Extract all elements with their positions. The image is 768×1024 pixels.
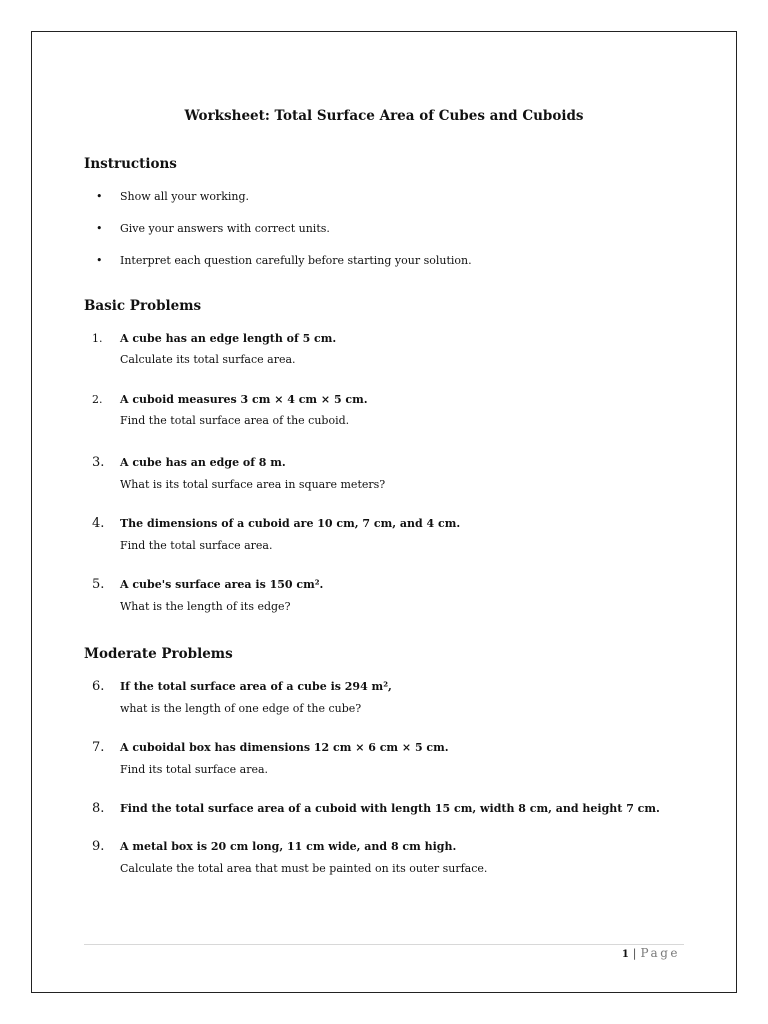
question-subtext: Find its total surface area. (120, 763, 269, 776)
question-subtext: Find the total surface area of the cuboid. (120, 414, 350, 427)
footer-divider (84, 944, 684, 945)
question-text: A cube's surface area is 150 cm². (120, 578, 324, 591)
instruction-text: Interpret each question carefully before starting your solution. (120, 254, 472, 267)
instruction-text: Show all your working. (120, 190, 250, 203)
question-text: A cuboid measures 3 cm × 4 cm × 5 cm. (120, 393, 368, 406)
instruction-item (96, 190, 249, 203)
instructions-heading: Instructions (84, 156, 177, 172)
basic-problems-heading: Basic Problems (84, 298, 202, 314)
question-subtext: What is its total surface area in square meters? (120, 478, 386, 491)
question-subtext: Calculate the total area that must be painted on its outer surface. (120, 862, 488, 875)
instruction-text: Give your answers with correct units. (120, 222, 330, 235)
instruction-item (96, 222, 330, 235)
question-number: 8. (92, 801, 105, 816)
question-number: 9. (92, 839, 105, 854)
question-subtext: Find the total surface area. (120, 539, 273, 552)
question-8 (92, 801, 660, 816)
moderate-problems-heading: Moderate Problems (84, 646, 233, 662)
worksheet-title: Worksheet: Total Surface Area of Cubes and Cuboids (184, 108, 584, 124)
question-number: 3. (92, 455, 105, 470)
question-3 (92, 455, 385, 491)
bullet-icon: • (96, 190, 103, 203)
page-separator: | (632, 947, 637, 960)
question-9 (92, 839, 487, 875)
question-number: 2. (92, 393, 103, 406)
instruction-item (96, 254, 472, 267)
question-number: 1. (92, 332, 103, 345)
page-label: Page (640, 946, 680, 960)
question-text: Find the total surface area of a cuboid with length 15 cm, width 8 cm, and height 7 cm. (120, 802, 660, 815)
question-number: 5. (92, 577, 105, 592)
bullet-icon: • (96, 254, 103, 267)
question-subtext: Calculate its total surface area. (120, 353, 296, 366)
question-number: 4. (92, 516, 105, 531)
question-4 (92, 516, 460, 552)
question-number: 6. (92, 679, 105, 694)
question-5 (92, 577, 323, 613)
question-text: The dimensions of a cuboid are 10 cm, 7 cm, and 4 cm. (120, 517, 461, 530)
question-subtext: what is the length of one edge of the cube? (120, 702, 362, 715)
page-number: 1 (621, 949, 629, 960)
question-text: A cuboidal box has dimensions 12 cm × 6 cm × 5 cm. (120, 741, 449, 754)
bullet-icon: • (96, 222, 103, 235)
question-text: A cube has an edge length of 5 cm. (120, 332, 337, 345)
question-1 (92, 332, 336, 366)
question-text: A metal box is 20 cm long, 11 cm wide, and 8 cm high. (120, 840, 457, 853)
question-7 (92, 740, 449, 776)
question-subtext: What is the length of its edge? (120, 600, 291, 613)
question-2 (92, 393, 368, 427)
question-6 (92, 679, 392, 715)
page-footer (622, 946, 680, 960)
question-text: A cube has an edge of 8 m. (120, 456, 286, 469)
question-number: 7. (92, 740, 105, 755)
question-text: If the total surface area of a cube is 294 m², (120, 680, 392, 693)
